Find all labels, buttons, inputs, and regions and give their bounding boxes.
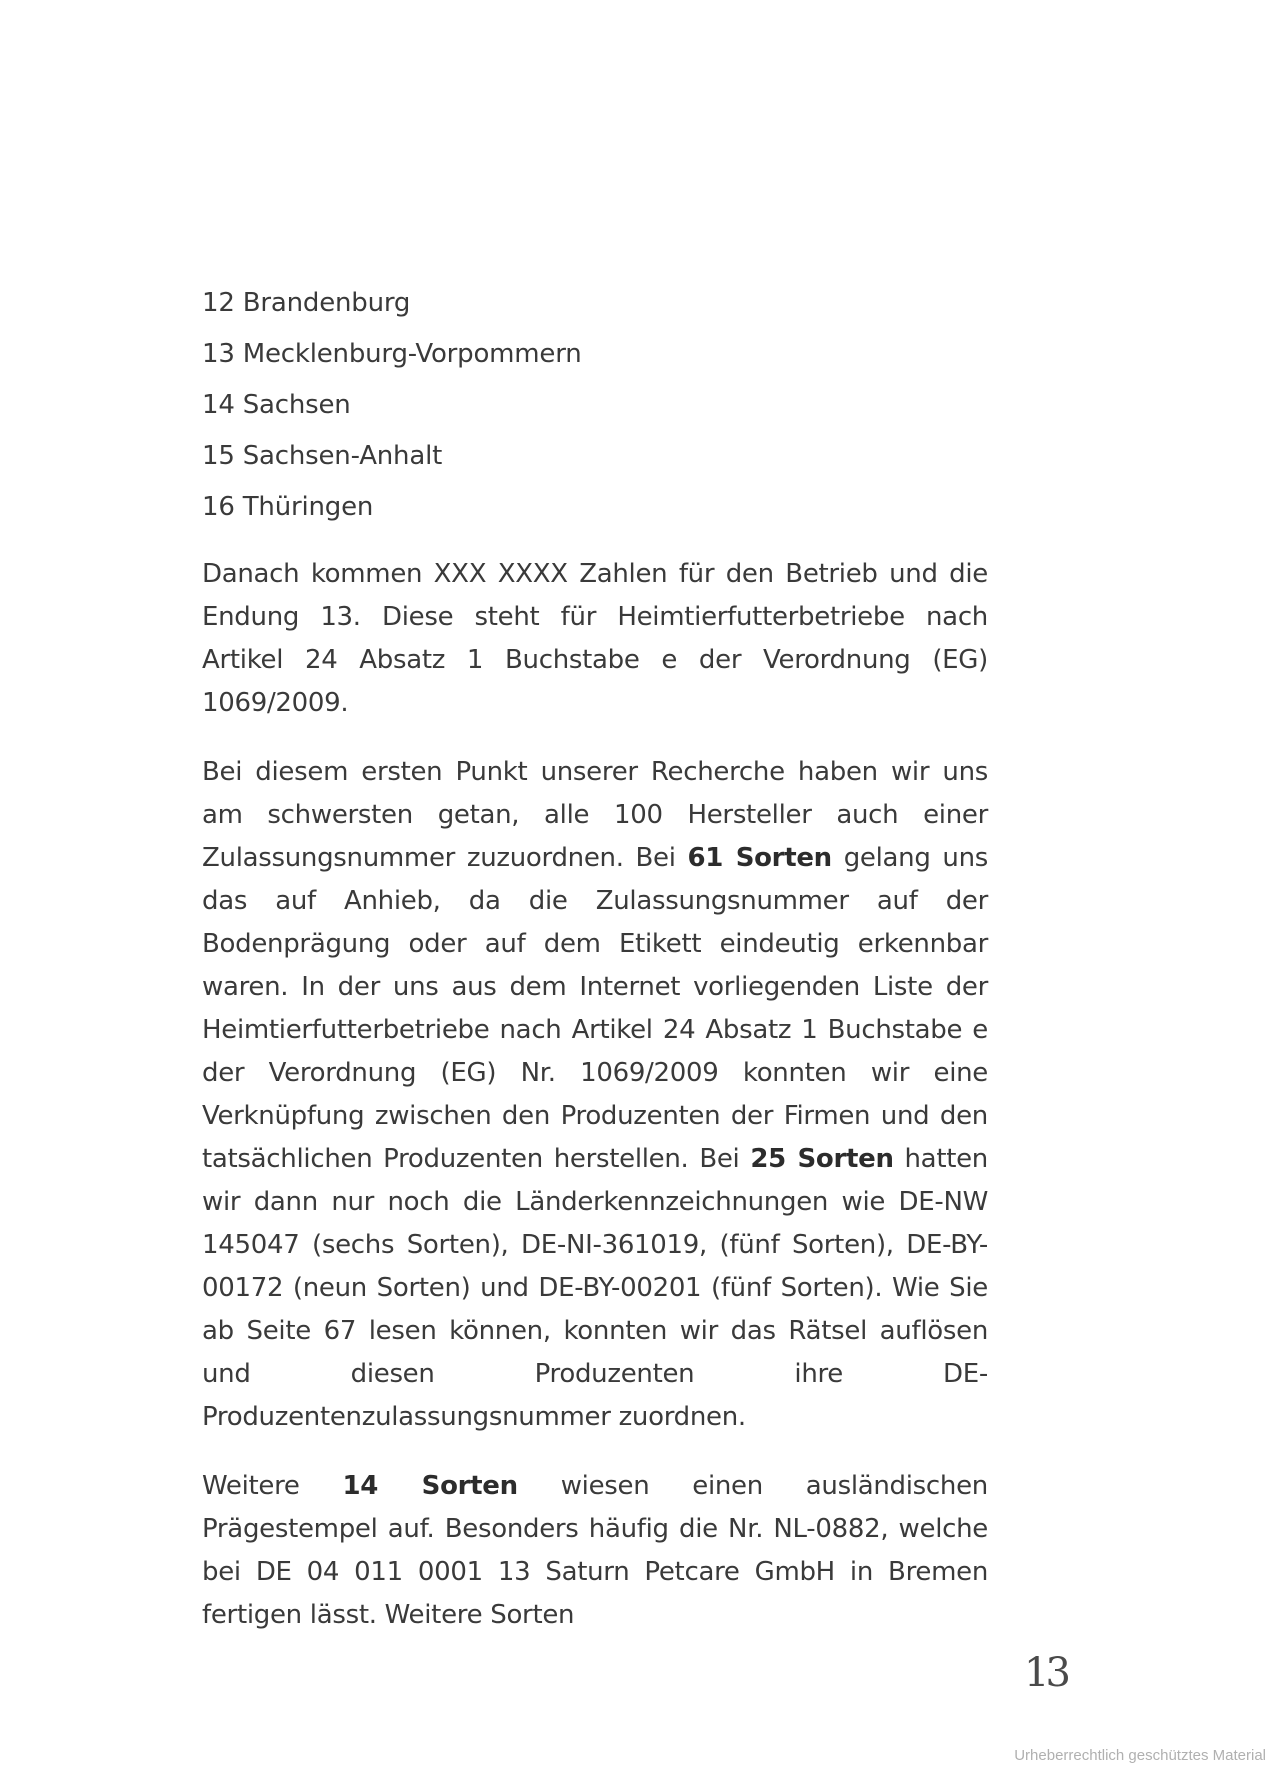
- highlight-25-sorten: 25 Sorten: [750, 1144, 894, 1174]
- paragraph-recherche: [202, 751, 988, 1439]
- page-number: 13: [1024, 1650, 1067, 1696]
- text-segment: hatten wir dann nur noch die Länderkennzeichnungen wie DE-NW 145047 (sechs Sorten), DE-NI-361019, (fünf Sorten), DE-BY-00172 (neun Sorten) und DE-BY-00201 (fünf Sorten). Wie Sie ab Seite 67 lesen können, konnten wir das Rätsel auflösen und diesen Produzenten ihre DE-Produzentenzulassungsnummer zuordnen.: [202, 1144, 988, 1432]
- list-item: 15 Sachsen-Anhalt: [202, 441, 443, 471]
- paragraph-endung: Danach kommen XXX XXXX Zahlen für den Betrieb und die Endung 13. Diese steht für Heimtierfutterbetriebe nach Artikel 24 Absatz 1 Buchstabe e der Verordnung (EG) 1069/2009.: [202, 559, 988, 718]
- state-list: [202, 278, 988, 533]
- highlight-61-sorten: 61 Sorten: [687, 843, 832, 873]
- page-content: [202, 278, 988, 1663]
- list-item: 12 Brandenburg: [202, 288, 411, 318]
- paragraph-auslaendisch: [202, 1465, 988, 1637]
- list-item: 13 Mecklenburg-Vorpommern: [202, 339, 582, 369]
- text-segment: Weitere: [202, 1471, 343, 1501]
- list-item: 14 Sachsen: [202, 390, 351, 420]
- highlight-14-sorten: 14 Sorten: [342, 1471, 518, 1501]
- text-segment: gelang uns das auf Anhieb, da die Zulassungsnummer auf der Bodenprägung oder auf dem Etikett eindeutig erkennbar waren. In der uns aus dem Internet vorliegenden Liste der Heimtierfutterbetriebe nach Artikel 24 Absatz 1 Buchstabe e der Verordnung (EG) Nr. 1069/2009 konnten wir eine Verknüpfung zwischen den Produzenten der Firmen und den tatsächlichen Produzenten herstellen. Bei: [202, 843, 988, 1174]
- text-segment: wiesen einen ausländischen Prägestempel auf. Besonders häufig die Nr. NL-0882, welche bei DE 04 011 0001 13 Saturn Petcare GmbH in Bremen fertigen lässt. Weitere Sorten: [202, 1471, 988, 1630]
- copyright-watermark: Urheberrechtlich geschütztes Material: [1014, 1747, 1266, 1764]
- list-item: 16 Thüringen: [202, 492, 374, 522]
- text-segment: Bei diesem ersten Punkt unserer Recherche haben wir uns am schwersten getan, alle 100 Hersteller auch einer Zulassungsnummer zuzuordnen. Bei: [202, 757, 988, 873]
